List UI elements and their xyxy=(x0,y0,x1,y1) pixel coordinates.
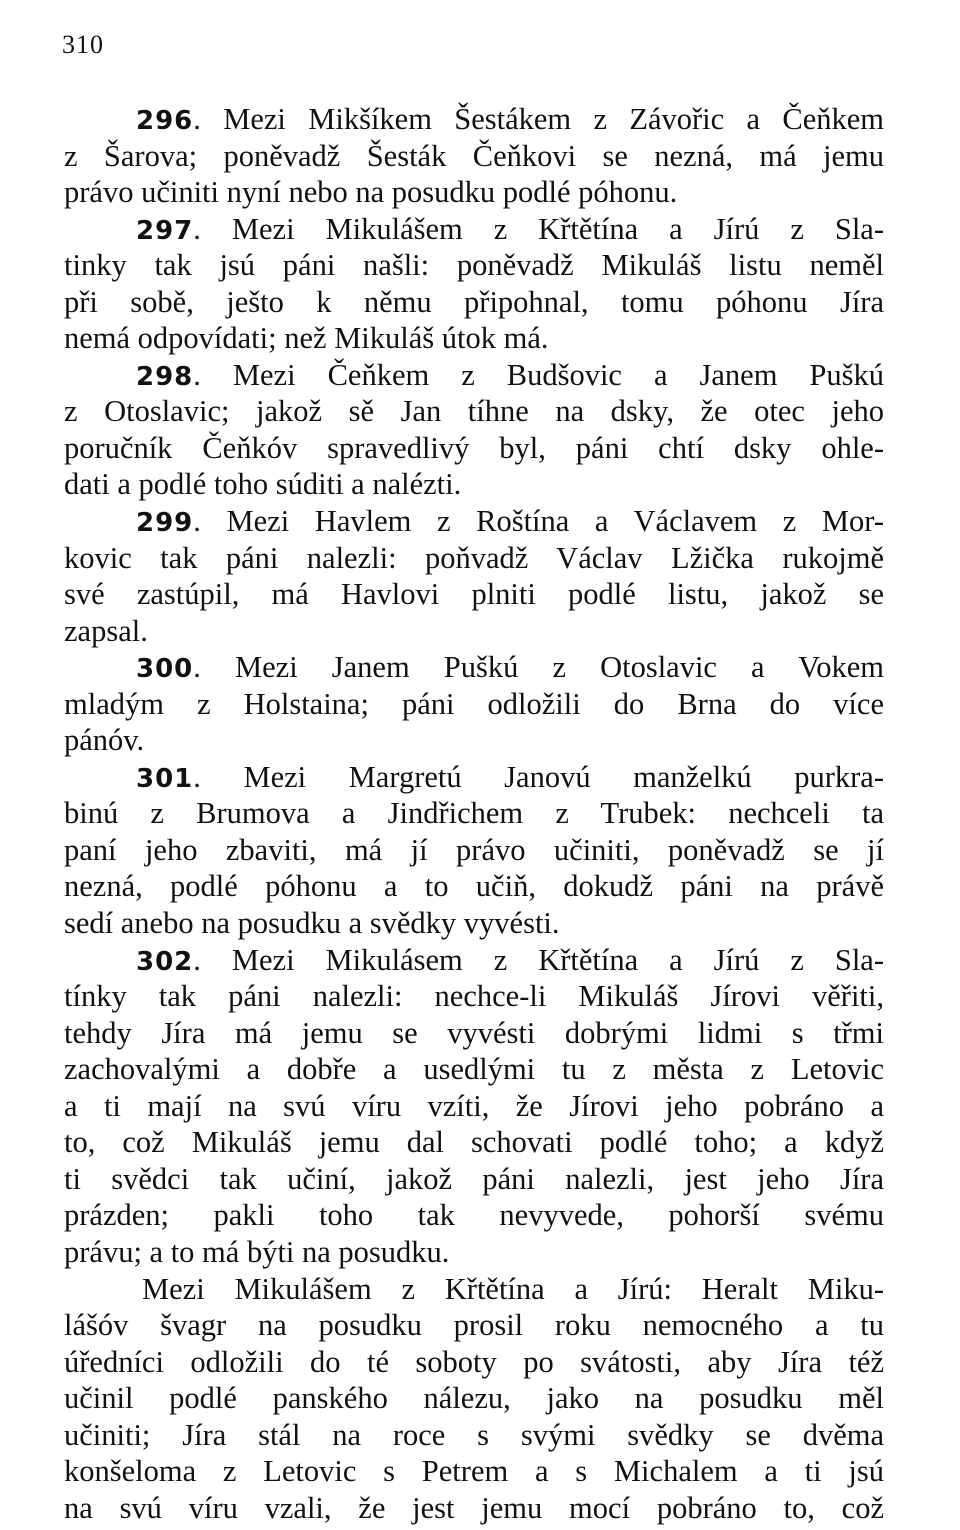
text-line: ti svědci tak učiní, jakož páni nalezli, jest jeho Jíra xyxy=(64,1161,884,1196)
text-line: dati a podlé toho súditi a nalézti. xyxy=(64,467,462,502)
text-line: Mezi Mikulášem z Křtětína a Jírú: Heralt Miku- xyxy=(142,1271,884,1306)
text-line: sedí anebo na posudku a svědky vyvésti. xyxy=(64,906,560,941)
text-line: úředníci odložili do té soboty po svátosti, aby Jíra též xyxy=(64,1344,884,1379)
text-line: a ti mají na svú víru vzíti, že Jírovi jeho pobráno a xyxy=(64,1088,884,1123)
paragraph-296 xyxy=(64,101,884,211)
entry-number: 299 xyxy=(136,508,194,539)
text-line: z Otoslavic; jakož sě Jan tíhne na dsky, že otec jeho xyxy=(64,394,884,429)
text-line: zapsal. xyxy=(64,613,148,648)
text-line: 297. Mezi Mikulášem z Křtětína a Jírú z Sla- xyxy=(136,211,884,246)
paragraph-297 xyxy=(64,211,884,357)
paragraph-continuation xyxy=(64,1271,884,1527)
text-line: učiniti; Jíra stál na roce s svými svědky se dvěma xyxy=(64,1417,884,1452)
text-line: při sobě, ješto k němu připohnal, tomu póhonu Jíra xyxy=(64,284,884,319)
text-line: z Šarova; poněvadž Šesták Čeňkovi se nezná, má jemu xyxy=(64,138,884,173)
paragraph-300 xyxy=(64,649,884,759)
entry-number: 297 xyxy=(136,215,194,246)
page-number: 310 xyxy=(62,30,104,59)
text-line: mladým z Holstaina; páni odložili do Brna do více xyxy=(64,686,884,721)
text-line: 299. Mezi Havlem z Roštína a Václavem z Mor- xyxy=(136,504,884,539)
body-text xyxy=(64,101,884,1526)
text-line: prázden; pakli toho tak nevyvede, pohorší svému xyxy=(64,1198,884,1233)
text-line: právo učiniti nyní nebo na posudku podlé póhonu. xyxy=(64,175,678,210)
text-line: tehdy Jíra má jemu se vyvésti dobrými lidmi s třmi xyxy=(64,1015,884,1050)
text-line: kovic tak páni nalezli: poňvadž Václav Lžička rukojmě xyxy=(64,540,884,575)
text-line: zachovalými a dobře a usedlými tu z města z Letovic xyxy=(64,1052,884,1087)
text-line: pánóv. xyxy=(64,723,145,758)
entry-number: 302 xyxy=(136,946,194,977)
text-line: 300. Mezi Janem Puškú z Otoslavic a Vokem xyxy=(136,650,884,685)
text-line: učinil podlé panského nálezu, jako na posudku měl xyxy=(64,1381,884,1416)
text-line: právu; a to má býti na posudku. xyxy=(64,1234,450,1269)
text-line: 301. Mezi Margretú Janovú manželkú purkra- xyxy=(136,759,884,794)
text-line: 302. Mezi Mikulásem z Křtětína a Jírú z Sla- xyxy=(136,942,884,977)
entry-number: 301 xyxy=(136,763,194,794)
text-line: binú z Brumova a Jindřichem z Trubek: nechceli ta xyxy=(64,796,884,831)
paragraph-302 xyxy=(64,942,884,1271)
entry-number: 298 xyxy=(136,361,194,392)
paragraph-301 xyxy=(64,759,884,942)
entry-number: 300 xyxy=(136,654,194,685)
text-line: to, což Mikuláš jemu dal schovati podlé toho; a když xyxy=(64,1125,884,1160)
text-line: 298. Mezi Čeňkem z Budšovic a Janem Puškú xyxy=(136,357,884,392)
text-line: tinky tak jsú páni našli: poněvadž Mikuláš listu neměl xyxy=(64,248,884,283)
text-line: na svú víru vzali, že jest jemu mocí pobráno to, což xyxy=(64,1490,884,1525)
text-line: paní jeho zbaviti, má jí právo učiniti, poněvadž se jí xyxy=(64,832,884,867)
paragraph-299 xyxy=(64,503,884,649)
entry-number: 296 xyxy=(136,106,194,136)
text-line: nezná, podlé póhonu a to učiň, dokudž páni na právě xyxy=(64,869,884,904)
text-line: konšeloma z Letovic s Petrem a s Michalem a ti jsú xyxy=(64,1454,884,1489)
text-line: nemá odpovídati; než Mikuláš útok má. xyxy=(64,321,549,356)
text-line: 296. Mezi Mikšíkem Šestákem z Závořic a Čeňkem xyxy=(136,102,884,136)
paragraph-298 xyxy=(64,357,884,503)
text-line: lášóv švagr na posudku prosil roku nemocného a tu xyxy=(64,1308,884,1343)
text-line: své zastúpil, má Havlovi plniti podlé listu, jakož se xyxy=(64,577,884,612)
text-line: poručník Čeňkóv spravedlivý byl, páni chtí dsky ohle- xyxy=(64,430,884,465)
text-line: tínky tak páni nalezli: nechce-li Mikuláš Jírovi věřiti, xyxy=(64,979,884,1014)
